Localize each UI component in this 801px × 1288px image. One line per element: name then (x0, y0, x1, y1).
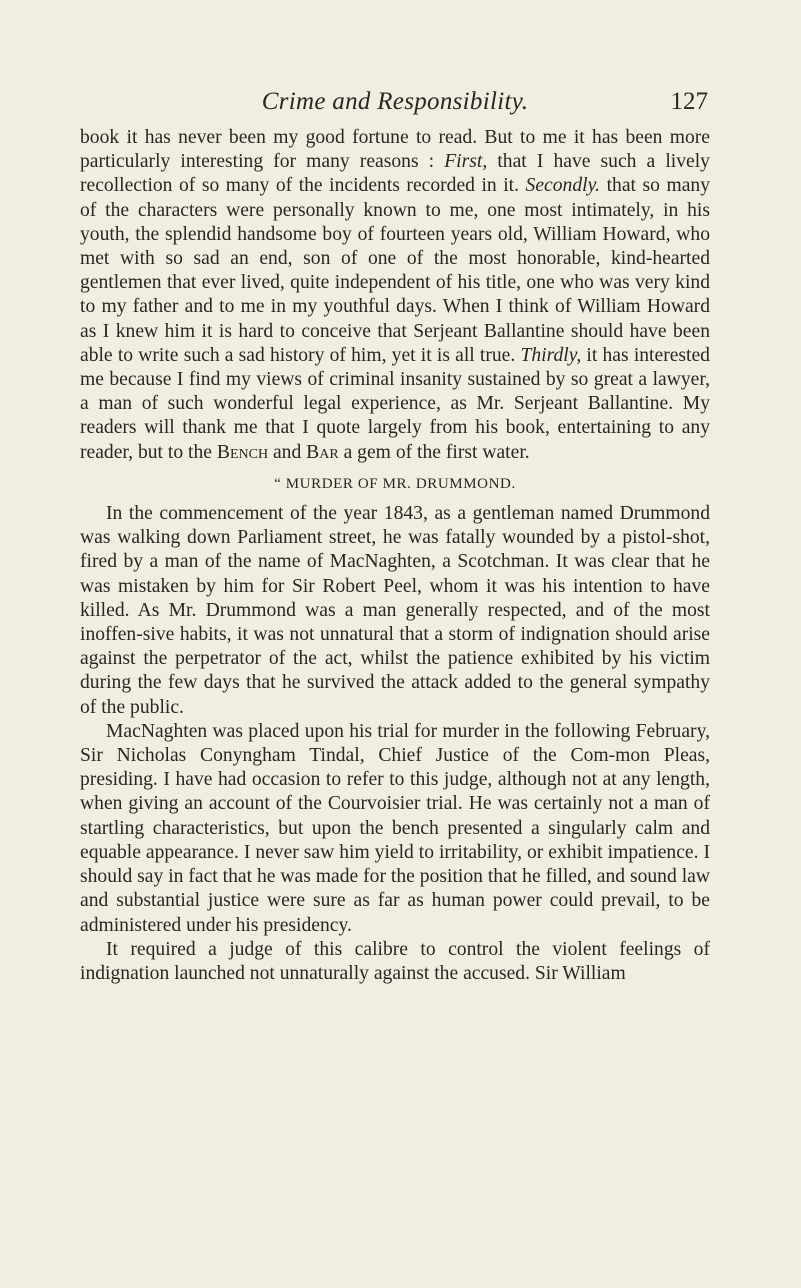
bar-term: Bar (306, 441, 339, 463)
running-head (80, 88, 710, 122)
paragraph-1-text-c: that so many of the characters were personally known to me, one most intimately, in his youth, the splendid handsome boy of fourteen years old, William Howard, who met with so sad an end, son of one of the most honorable, kind-hearted gentlemen that ever lived, quite independent of his title, one who was very kind to my father and to me in my youthful days. When I think of William Howard as I knew him it is hard to conceive that Serjeant Ballantine should have been able to write such a sad history of him, yet it is all true. (80, 175, 710, 366)
paragraph-1-and: and (268, 441, 307, 463)
paragraph-3: MacNaghten was placed upon his trial for murder in the following February, Sir Nicholas Conyngham Tindal, Chief Justice of the Com-mon Pleas, presiding. I have had occasion to refer to this judge, although not at any length, when giving an account of the Courvoisier trial. He was certainly not a man of startling characteristics, but upon the bench presented a singularly calm and equable appearance. I never saw him yield to irritability, or exhibit impatience. I should say in fact that he was made for the position that he filled, and sound law and substantial justice were sure as far as human power could prevail, to be administered under his presidency. (80, 720, 710, 936)
paragraph-2: In the commencement of the year 1843, as a gentleman named Drummond was walking down Parliament street, he was fatally wounded by a pistol-shot, fired by a man of the name of MacNaghten, a Scotchman. It was clear that he was mistaken by him for Sir Robert Peel, whom it was his intention to have killed. As Mr. Drummond was a man generally respected, and of the most inoffen-sive habits, it was not unnatural that a storm of indignation should arise against the perpetrator of the act, whilst the patience exhibited by his victim during the few days that he survived the attack added to the general sympathy of the public. (80, 503, 710, 718)
paragraph-4: It required a judge of this calibre to control the violent feelings of indignation launched not unnaturally against the accused. Sir William (80, 938, 710, 984)
bench-term: Bench (216, 441, 269, 463)
running-title: Crime and Responsibility. (261, 88, 529, 115)
book-page (80, 0, 710, 1288)
paragraph-1-text-e: a gem of the first water. (338, 441, 530, 463)
paragraph-1-text-a: book it has never been my good fortune to read. But to me it has been more particularly interesting for many reasons : (80, 127, 710, 173)
paragraph-1-text-b: that I have such a lively recollection of so many of the incidents recorded in it. (80, 151, 710, 197)
section-heading: “ MURDER OF MR. DRUMMOND. (274, 475, 516, 492)
page-number: 127 (670, 88, 708, 115)
secondly-label: Secondly. (525, 175, 601, 197)
first-label: First, (444, 151, 488, 173)
body-text (80, 126, 710, 986)
thirdly-label: Thirdly, (520, 344, 582, 366)
paragraph-1 (80, 126, 710, 465)
paragraph-1-text-d: it has interested me because I find my views of criminal insanity sustained by so great a lawyer, a man of such wonderful legal experience, as Mr. Serjeant Ballantine. My readers will thank me that I quote largely from his book, entertaining to any reader, but to the (80, 344, 710, 463)
